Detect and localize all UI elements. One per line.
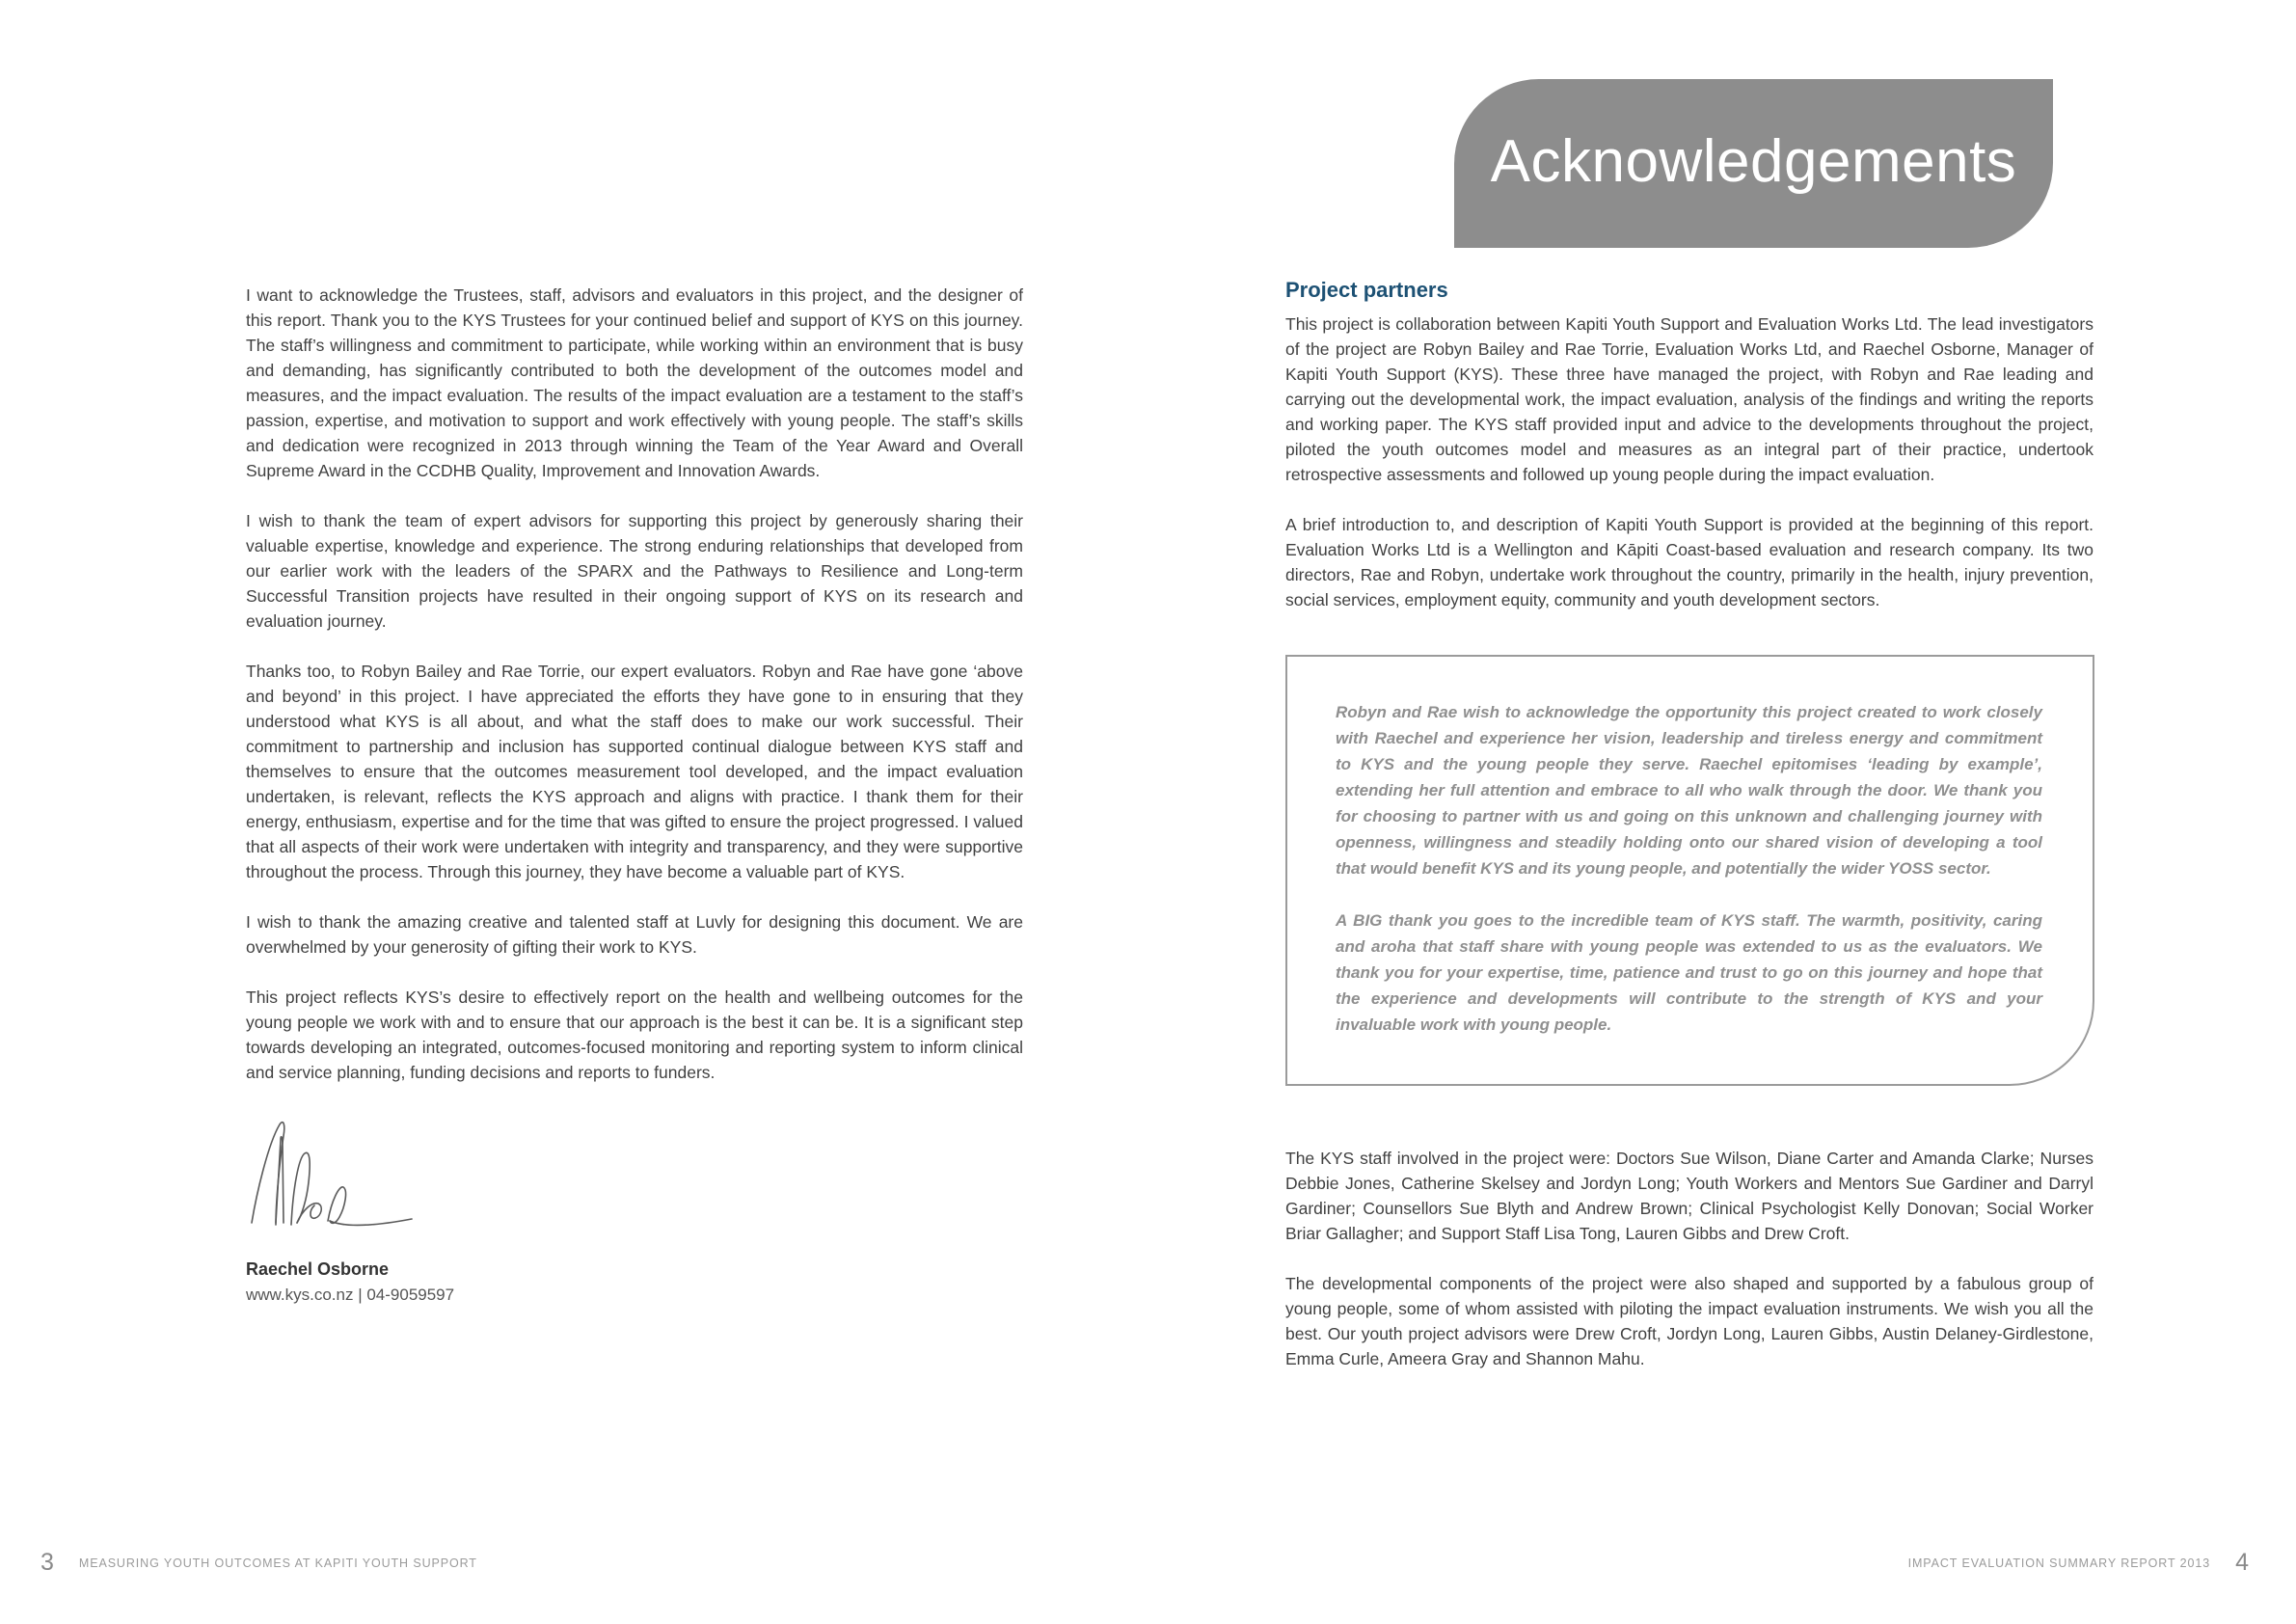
quote-paragraph: A BIG thank you goes to the incredible team of KYS staff. The warmth, positivity, caring and aroha that staff share with young people was extended to us as the evaluators. We thank you for your expertise, time, patience and trust to go on this journey and hope that the experience and developments will contribute to the strength of KYS and your invaluable work with young people. <box>1336 911 2042 1034</box>
right-page-text-column <box>1285 278 2093 1396</box>
project-partners-paragraph: A brief introduction to, and description of Kapiti Youth Support is provided at the beginning of this report. Evaluation Works Ltd is a Wellington and Kāpiti Coast-based evaluation and research company. Its two directors, Rae and Robyn, undertake work throughout the country, primarily in the health, injury prevention, social services, employment equity, community and youth development sectors. <box>1285 515 2093 609</box>
acknowledgement-paragraph: This project reflects KYS’s desire to effectively report on the health and wellbeing outcomes for the young people we work with and to ensure that our approach is the best it can be. It is a significant step towards developing an integrated, outcomes-focused monitoring and reporting system to inform clinical and service planning, funding decisions and reports to funders. <box>246 988 1023 1082</box>
page-number-right: 4 <box>2235 1549 2249 1576</box>
evaluators-quote-box <box>1285 655 2094 1086</box>
page-title: Acknowledgements <box>1490 128 2017 195</box>
youth-advisors-paragraph: The developmental components of the project were also shaped and supported by a fabulous group of young people, some of whom assisted with piloting the impact evaluation instruments. We wish you all the best. Our youth project advisors were Drew Croft, Jordyn Long, Lauren Gibbs, Austin Delaney-Girdlestone, Emma Curle, Ameera Gray and Shannon Mahu. <box>1285 1274 2093 1368</box>
page-number-left: 3 <box>41 1549 54 1576</box>
signature-image <box>246 1117 458 1232</box>
signature-block <box>246 1117 651 1305</box>
acknowledgement-paragraph: Thanks too, to Robyn Bailey and Rae Torrie, our expert evaluators. Robyn and Rae have gone ‘above and beyond’ in this project. I have appreciated the efforts they have gone to in ensuring that they understood what KYS is all about, and what the staff does to make our work successful. Their commitment to partnership and inclusion has supported continual dialogue between KYS staff and themselves to ensure that the outcomes measurement tool developed, and the impact evaluation undertaken, is relevant, reflects the KYS approach and aligns with practice. I thank them for their energy, enthusiasm, expertise and for the time that was gifted to ensure the project progressed. I valued that all aspects of their work were undertaken with integrity and transparency, and they were supportive throughout the process. Through this journey, they have become a valuable part of KYS. <box>246 662 1023 881</box>
acknowledgement-paragraph: I want to acknowledge the Trustees, staff, advisors and evaluators in this project, and the designer of this report. Thank you to the KYS Trustees for your continued belief and support of KYS on this journey. The staff’s willingness and commitment to participate, while working within an environment that is busy and demanding, has significantly contributed to both the development of the outcomes model and measures, and the impact evaluation. The results of the impact evaluation are a testament to the staff’s passion, expertise, and motivation to support and work effectively with young people. The staff’s skills and dedication were recognized in 2013 through winning the Team of the Year Award and Overall Supreme Award in the CCDHB Quality, Improvement and Innovation Awards. <box>246 285 1023 480</box>
left-page-text-column <box>246 283 1023 1110</box>
acknowledgements-header-banner <box>1454 79 2053 248</box>
acknowledgement-paragraph: I wish to thank the team of expert advisors for supporting this project by generously sharing their valuable expertise, knowledge and experience. The strong enduring relationships that developed from our earlier work with the leaders of the SPARX and the Pathways to Resilience and Long-term Successful Transition projects have resulted in their ongoing support of KYS on its research and evaluation journey. <box>246 511 1023 631</box>
footer-label-left: MEASURING YOUTH OUTCOMES AT KAPITI YOUTH SUPPORT <box>78 1556 477 1570</box>
project-partners-paragraph: This project is collaboration between Kapiti Youth Support and Evaluation Works Ltd. The lead investigators of the project are Robyn Bailey and Rae Torrie, Evaluation Works Ltd, and Raechel Osborne, Manager of Kapiti Youth Support (KYS). These three have managed the project, with Robyn and Rae leading and carrying out the developmental work, the impact evaluation, analysis of the findings and writing the reports and working paper. The KYS staff provided input and advice to the developments throughout the project, piloted the youth outcomes model and measures as an integral part of their practice, undertook retrospective assessments and followed up young people during the impact evaluation. <box>1285 314 2093 484</box>
staff-list-paragraph: The KYS staff involved in the project were: Doctors Sue Wilson, Diane Carter and Amanda Clarke; Nurses Debbie Jones, Catherine Skelsey and Jordyn Long; Youth Workers and Mentors Sue Gardiner and Darryl Gardiner; Counsellors Sue Blyth and Andrew Brown; Clinical Psychologist Kelly Donovan; Social Worker Briar Gallagher; and Support Staff Lisa Tong, Lauren Gibbs and Drew Croft. <box>1285 1149 2093 1243</box>
section-heading-project-partners: Project partners <box>1285 278 1448 302</box>
footer-label-right: IMPACT EVALUATION SUMMARY REPORT 2013 <box>1907 1556 2211 1570</box>
contact-line: www.kys.co.nz | 04-9059597 <box>246 1286 455 1304</box>
quote-paragraph: Robyn and Rae wish to acknowledge the opportunity this project created to work closely with Raechel and experience her vision, leadership and tireless energy and commitment to KYS and the young people they serve. Raechel epitomises ‘leading by example’, extending her full attention and embrace to all who walk through the door. We thank you for choosing to partner with us and going on this unknown and challenging journey with openness, willingness and steadily holding onto our shared vision of developing a tool that would benefit KYS and its young people, and potentially the wider YOSS sector. <box>1336 703 2042 878</box>
acknowledgement-paragraph: I wish to thank the amazing creative and talented staff at Luvly for designing this document. We are overwhelmed by your generosity of gifting their work to KYS. <box>246 912 1023 957</box>
signatory-name: Raechel Osborne <box>246 1259 390 1279</box>
footer-right <box>1908 1549 2249 1577</box>
footer-left <box>41 1549 477 1577</box>
